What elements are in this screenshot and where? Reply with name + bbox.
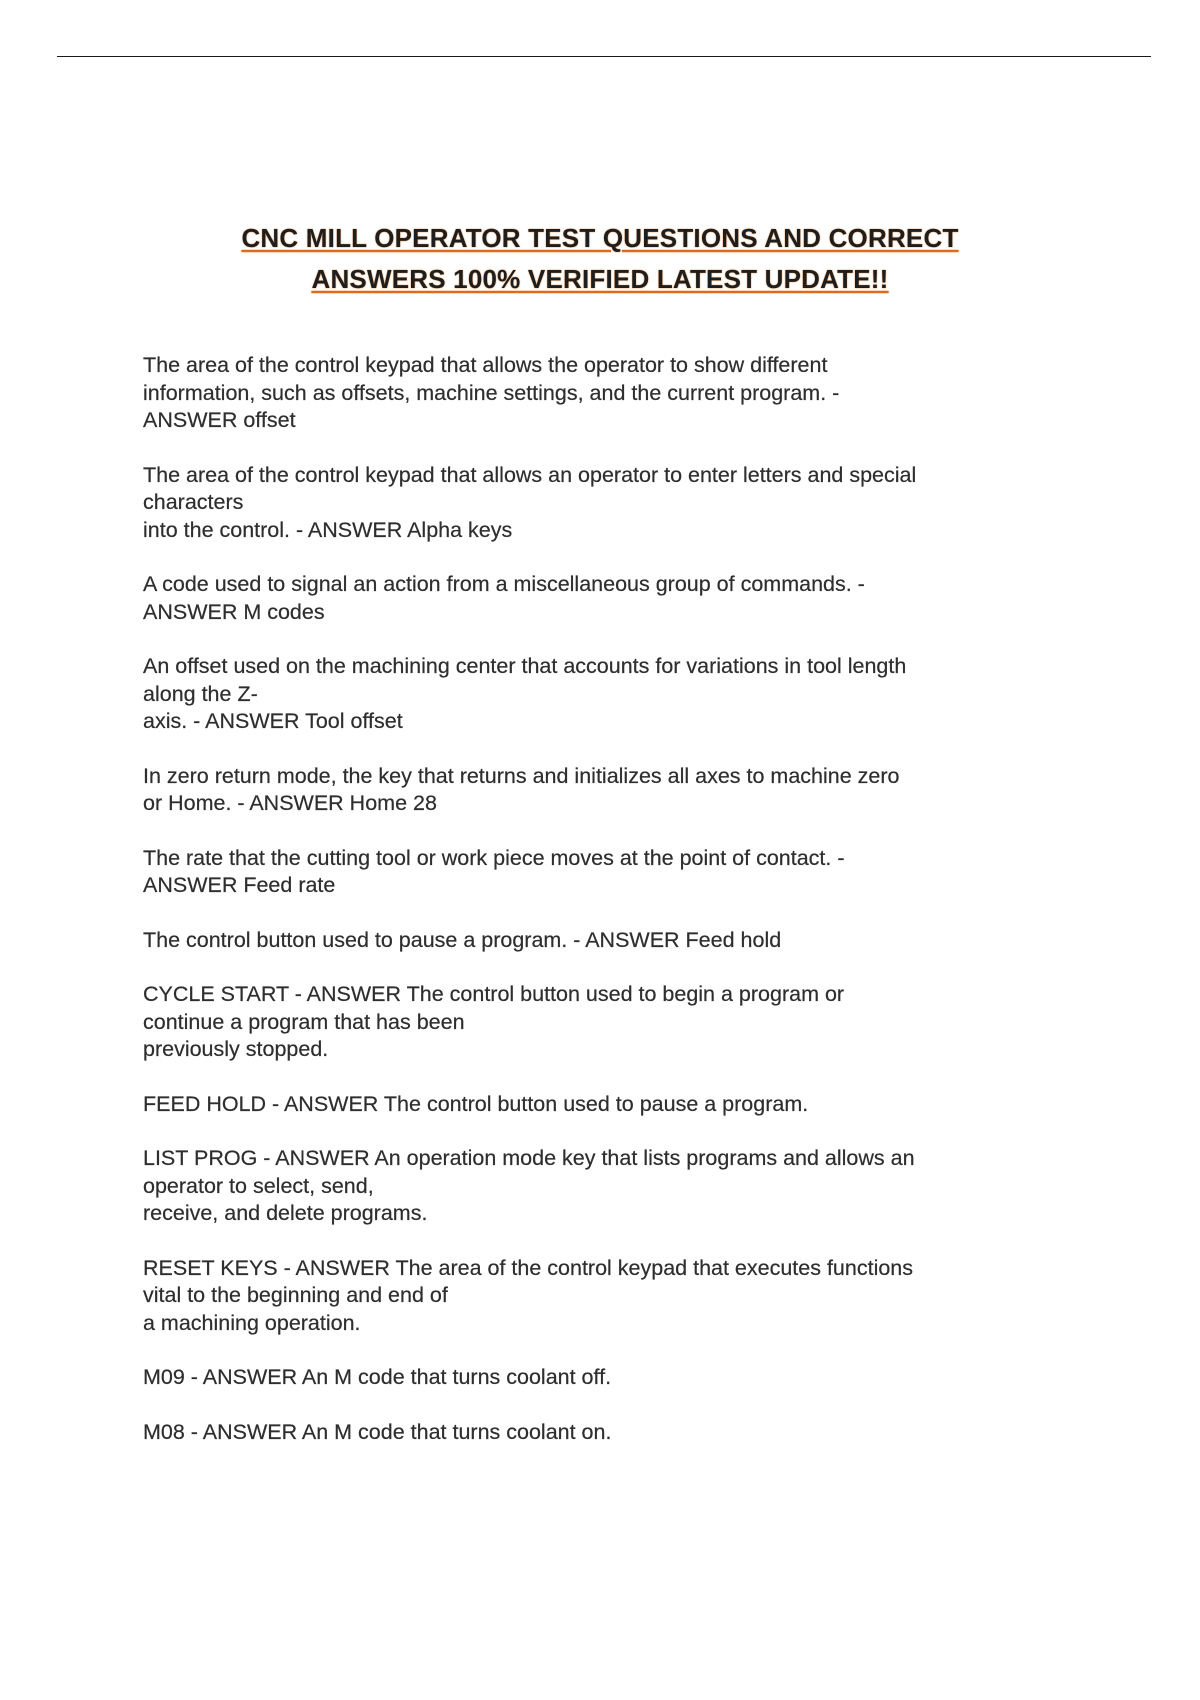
qa-line: FEED HOLD - ANSWER The control button used to pause a program. [143,1091,809,1116]
qa-item [143,845,1083,900]
qa-line: A code used to signal an action from a miscellaneous group of commands. - [143,572,865,596]
qa-line: CYCLE START - ANSWER The control button used to begin a program or [143,982,845,1006]
qa-line: operator to select, send, [143,1173,374,1198]
qa-line: M09 - ANSWER An M code that turns coolant off. [143,1365,612,1389]
qa-line: The area of the control keypad that allows the operator to show different [143,353,828,377]
qa-line: LIST PROG - ANSWER An operation mode key that lists programs and allows an [143,1146,915,1170]
qa-item [143,981,1083,1064]
qa-line: ANSWER offset [143,408,296,432]
qa-item [143,1091,1083,1119]
qa-item [143,1419,1083,1447]
qa-item [143,653,1083,736]
qa-line: previously stopped. [143,1037,329,1061]
qa-line: ANSWER M codes [143,599,325,624]
qa-line: vital to the beginning and end of [143,1283,448,1307]
qa-line: receive, and delete programs. [143,1201,428,1225]
qa-line: continue a program that has been [143,1009,465,1034]
qa-item [143,462,1083,545]
qa-line: or Home. - ANSWER Home 28 [143,791,437,815]
qa-item [143,571,1083,626]
qa-line: In zero return mode, the key that returns and initializes all axes to machine zero [143,763,900,788]
qa-line: characters [143,490,244,514]
qa-line: The control button used to pause a program. - ANSWER Feed hold [143,927,782,952]
qa-item [143,1364,1083,1392]
qa-line: ANSWER Feed rate [143,873,336,897]
qa-line: axis. - ANSWER Tool offset [143,709,403,733]
qa-line: The rate that the cutting tool or work piece moves at the point of contact. - [143,845,845,870]
qa-line: The area of the control keypad that allows an operator to enter letters and special [143,462,917,487]
qa-item [143,352,1083,435]
qa-line: An offset used on the machining center that accounts for variations in tool length [143,654,907,678]
qa-line: RESET KEYS - ANSWER The area of the control keypad that executes functions [143,1255,914,1280]
document-title [0,218,1200,300]
qa-item [143,1145,1083,1228]
qa-line: along the Z- [143,681,258,706]
title-line-1: CNC MILL OPERATOR TEST QUESTIONS AND CORRECT [241,223,959,253]
qa-line: information, such as offsets, machine settings, and the current program. - [143,380,840,405]
qa-item [143,763,1083,818]
qa-item [143,1255,1083,1338]
qa-line: a machining operation. [143,1310,361,1335]
qa-line: M08 - ANSWER An M code that turns coolant on. [143,1419,612,1444]
header-rule [57,56,1151,57]
qa-line: into the control. - ANSWER Alpha keys [143,517,513,542]
qa-list [143,352,1083,1473]
title-line-2: ANSWERS 100% VERIFIED LATEST UPDATE!! [311,264,889,294]
qa-item [143,927,1083,955]
